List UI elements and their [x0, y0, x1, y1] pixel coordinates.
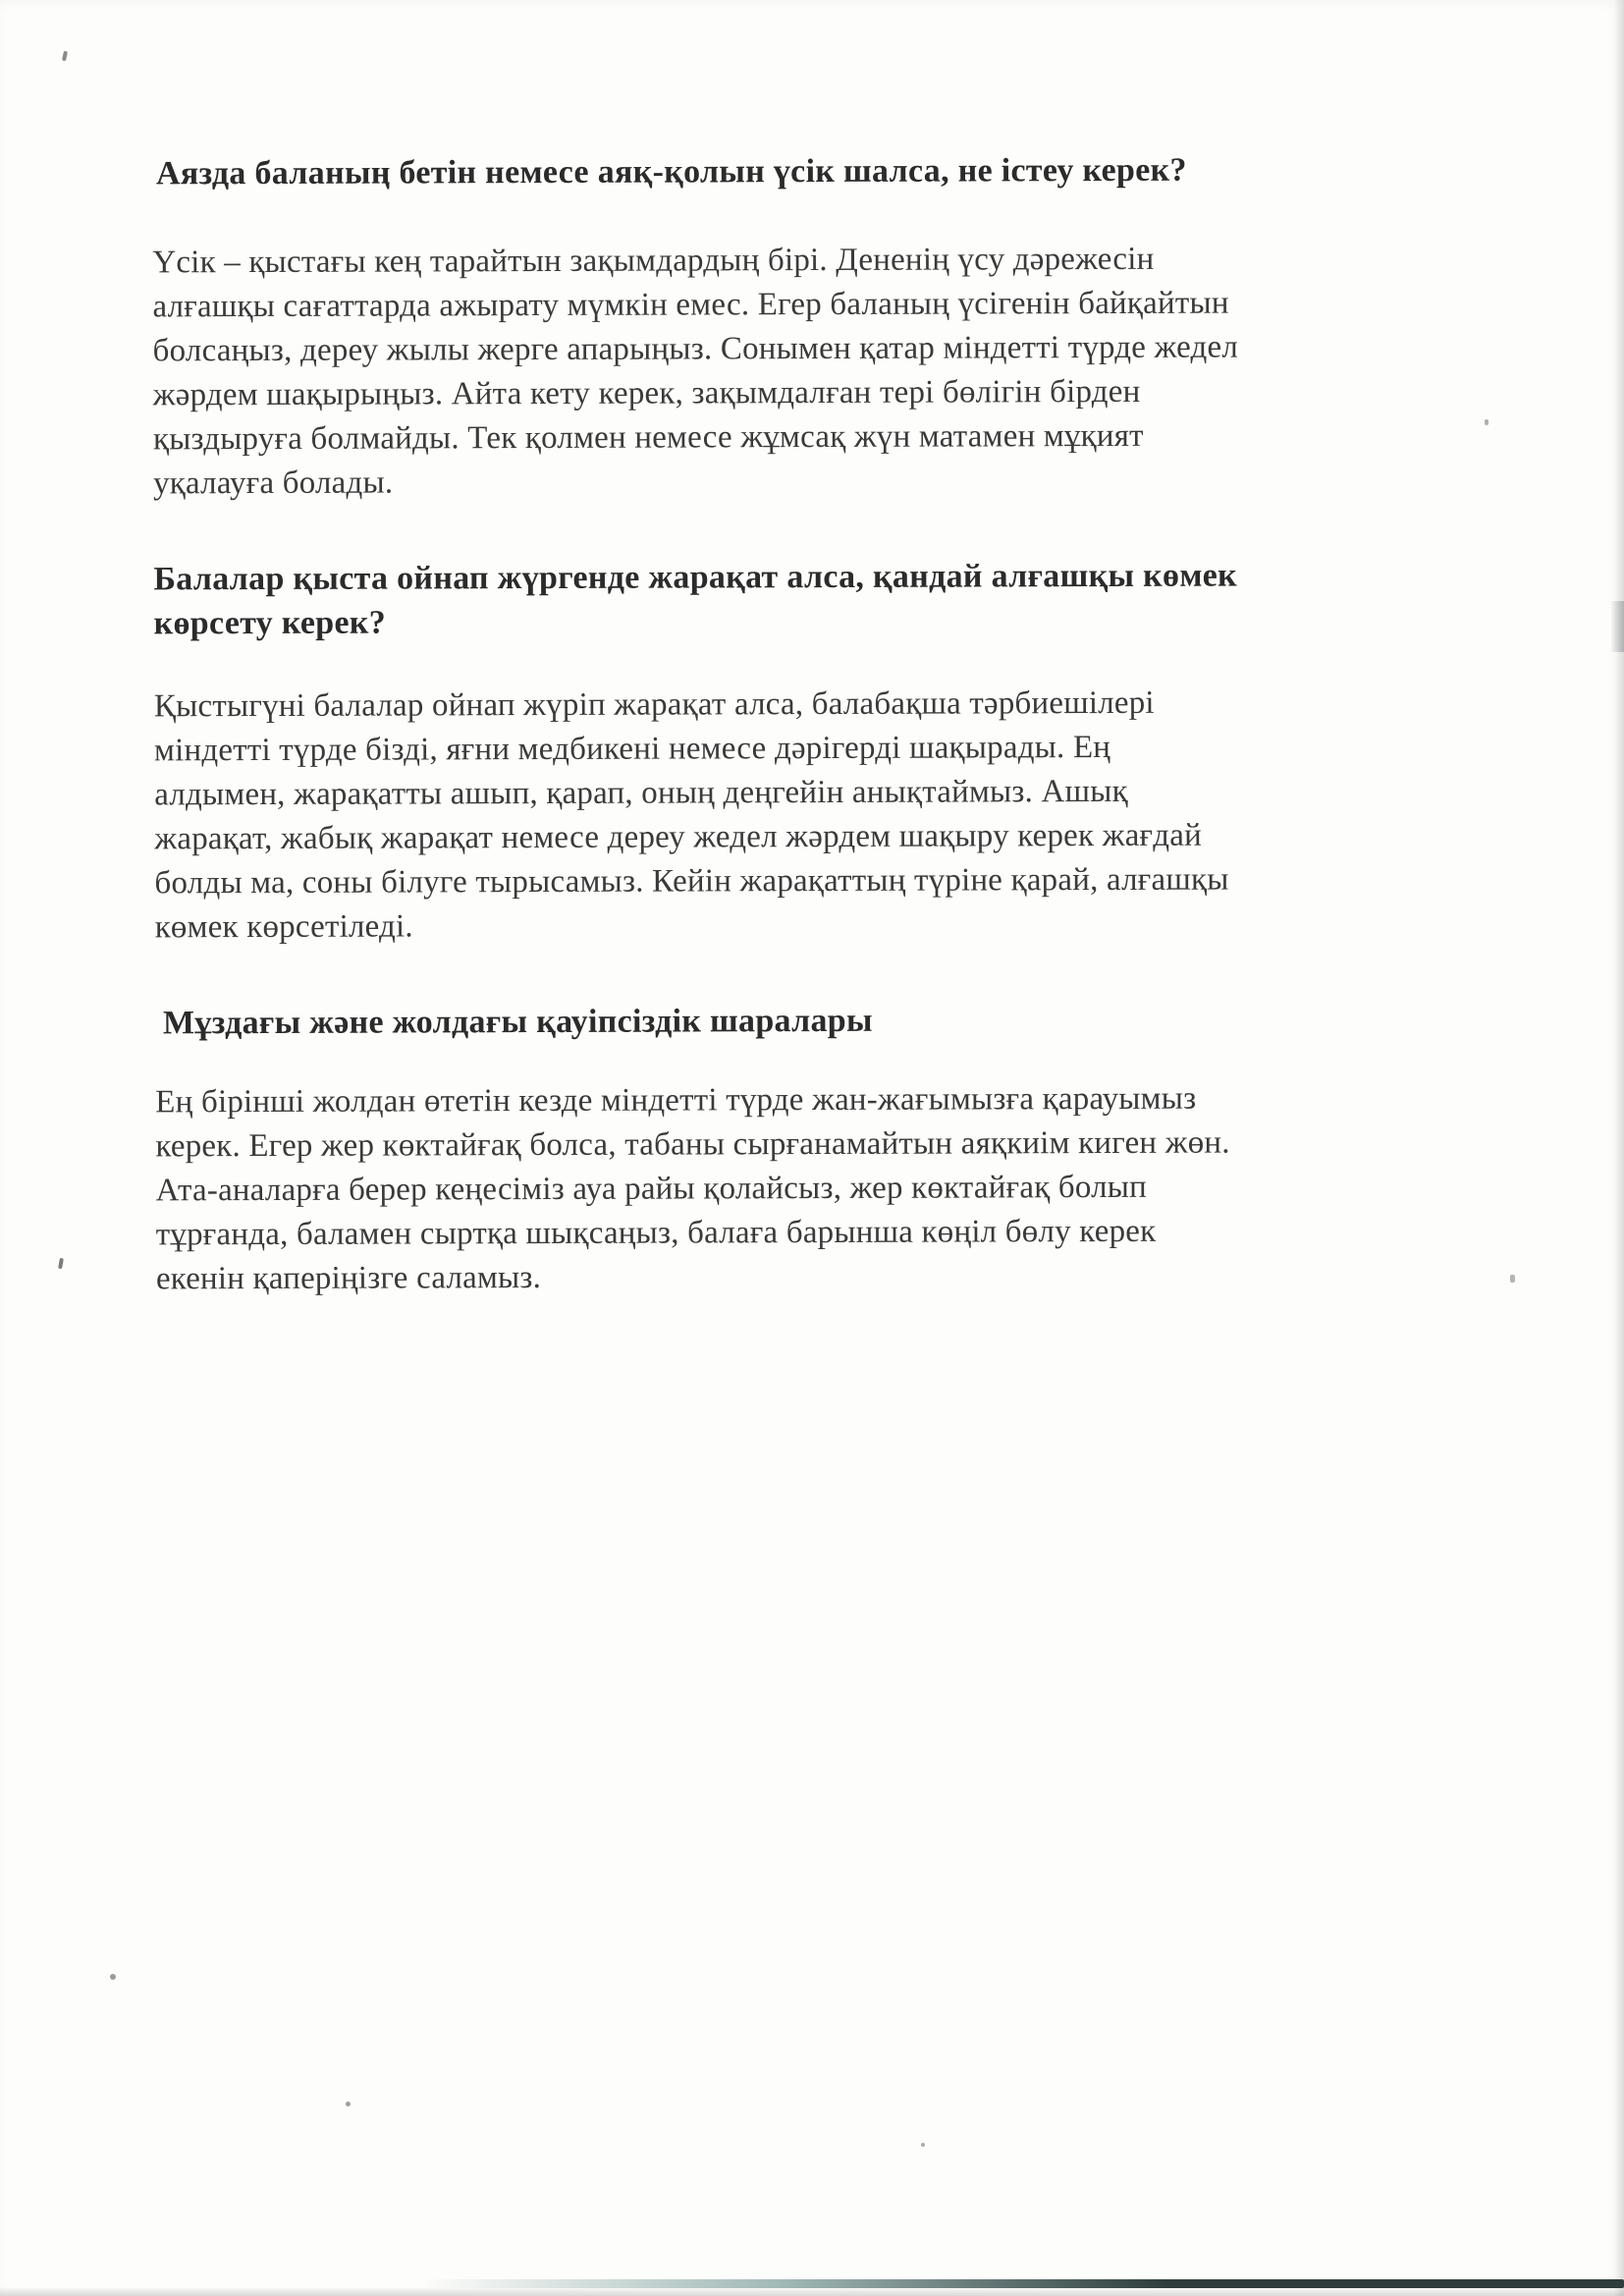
section-heading-ice-road-safety: Мұздағы және жолдағы қауіпсіздік шаралары [162, 1002, 873, 1042]
scan-bottom-paper-edge [0, 2288, 1624, 2296]
scan-right-shadow [1614, 0, 1624, 2296]
section-heading-frostbite: Аязда баланың бетін немесе аяқ-қолын үсік шалса, не істеу керек? [155, 151, 1187, 192]
ink-speck [58, 1258, 64, 1270]
ink-speck [1510, 1275, 1515, 1283]
ink-speck [346, 2102, 351, 2106]
ink-speck [921, 2143, 925, 2147]
ink-speck [62, 51, 68, 62]
section-heading-winter-injury: Балалар қыста ойнап жүргенде жарақат алса, қандай алғашқы көмек көрсету керек? [153, 557, 1238, 642]
ink-speck [1485, 419, 1489, 425]
section-paragraph-frostbite: Үсік – қыстағы кең тарайтын зақымдардың бірі. Дененің үсу дәрежесін алғашқы сағаттарда ажырату мүмкін емес. Егер баланың үсігенін байқайтын болсаңыз, дереу жылы жерге апарыңыз. Сонымен қатар міндетті түрде жедел жәрдем шақырыңыз. Айта кету керек, зақымдалған тері бөлігін бірден қыздыруға болмайды. Тек қолмен немесе жұмсақ жүн матамен мұқият уқалауға болады. [152, 241, 1239, 502]
ink-speck [110, 1974, 116, 1980]
document-text-block [152, 132, 1499, 1353]
scan-bottom-edge-line [422, 2279, 1624, 2288]
section-paragraph-ice-road-safety: Ең бірінші жолдан өтетін кезде міндетті түрде жан-жағымызға қарауымыз керек. Егер жер көктайғақ болса, табаны сырғанамайтын аяқкиім киген жөн. Ата-аналарға берер кеңесіміз ауа райы қолайсыз, жер көктайғақ болып тұрғанда, баламен сыртқа шықсаңыз, балаға барынша көңіл бөлу керек екенін қаперіңізге саламыз. [155, 1080, 1230, 1297]
section-paragraph-winter-injury: Қыстыгүні балалар ойнап жүріп жарақат алса, балабақша тәрбиешілері міндетті түрде бізді, яғни медбикені немесе дәрігерді шақырады. Ең алдымен, жарақатты ашып, қарап, оның деңгейін анықтаймыз. Ашық жарақат, жабық жарақат немесе дереу жедел жәрдем шақыру керек жағдай болды ма, соны білуге тырысамыз. Кейін жарақаттың түріне қарай, алғашқы көмек көрсетіледі. [153, 684, 1229, 946]
